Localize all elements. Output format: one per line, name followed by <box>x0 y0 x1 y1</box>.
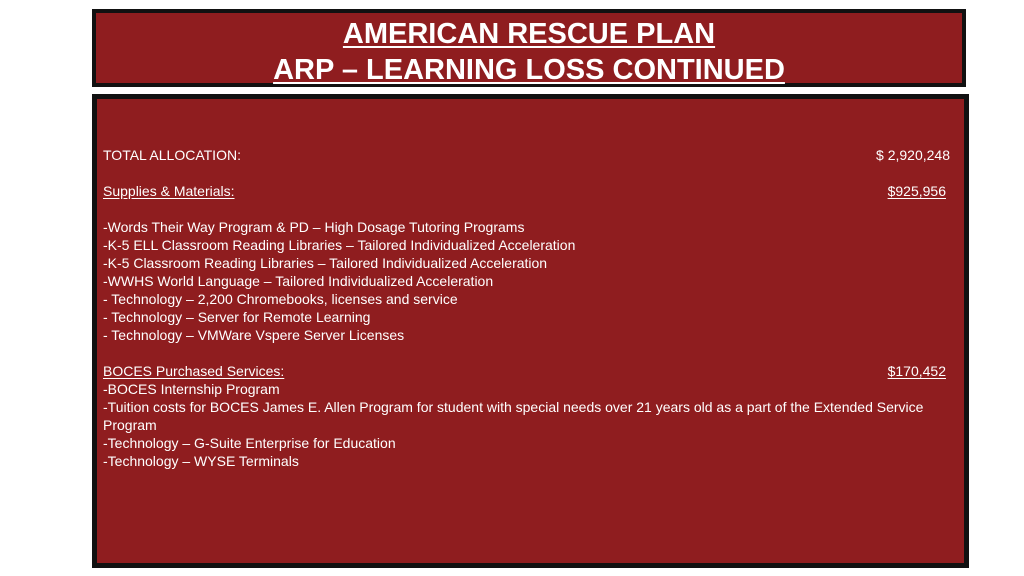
boces-services-label: BOCES Purchased Services: <box>103 363 285 379</box>
slide-title: AMERICAN RESCUE PLAN <box>342 18 716 50</box>
list-item: -K-5 Classroom Reading Libraries – Tailored Individualized Acceleration <box>103 255 548 271</box>
list-item: - Technology – VMWare Vspere Server Licenses <box>103 327 405 343</box>
boces-services-amount: $170,452 <box>887 363 946 379</box>
list-item: -Technology – G-Suite Enterprise for Education <box>103 435 396 451</box>
total-allocation-label: TOTAL ALLOCATION: <box>103 147 241 163</box>
boces-services-list <box>103 380 933 470</box>
supplies-materials-amount: $925,956 <box>887 183 946 199</box>
supplies-materials-label: Supplies & Materials: <box>103 183 235 199</box>
list-item: - Technology – Server for Remote Learning <box>103 309 371 325</box>
slide-title-box <box>92 9 966 87</box>
supplies-materials-list <box>103 218 943 344</box>
list-item: -K-5 ELL Classroom Reading Libraries – Tailored Individualized Acceleration <box>103 237 576 253</box>
slide-subtitle: ARP – LEARNING LOSS CONTINUED <box>273 54 785 86</box>
list-item: -Tuition costs for BOCES James E. Allen Program for student with special needs over 21 years old as a part of the Extended Service Program <box>103 399 924 433</box>
list-item: -WWHS World Language – Tailored Individualized Acceleration <box>103 273 494 289</box>
list-item: - Technology – 2,200 Chromebooks, licenses and service <box>103 291 458 307</box>
total-allocation-amount: $ 2,920,248 <box>876 147 950 163</box>
list-item: -Technology – WYSE Terminals <box>103 453 299 469</box>
boces-services-row <box>103 362 946 380</box>
slide-content-box <box>92 94 969 568</box>
supplies-materials-row <box>103 182 946 200</box>
list-item: -Words Their Way Program & PD – High Dosage Tutoring Programs <box>103 219 525 235</box>
total-allocation-row <box>103 146 950 164</box>
list-item: -BOCES Internship Program <box>103 381 280 397</box>
